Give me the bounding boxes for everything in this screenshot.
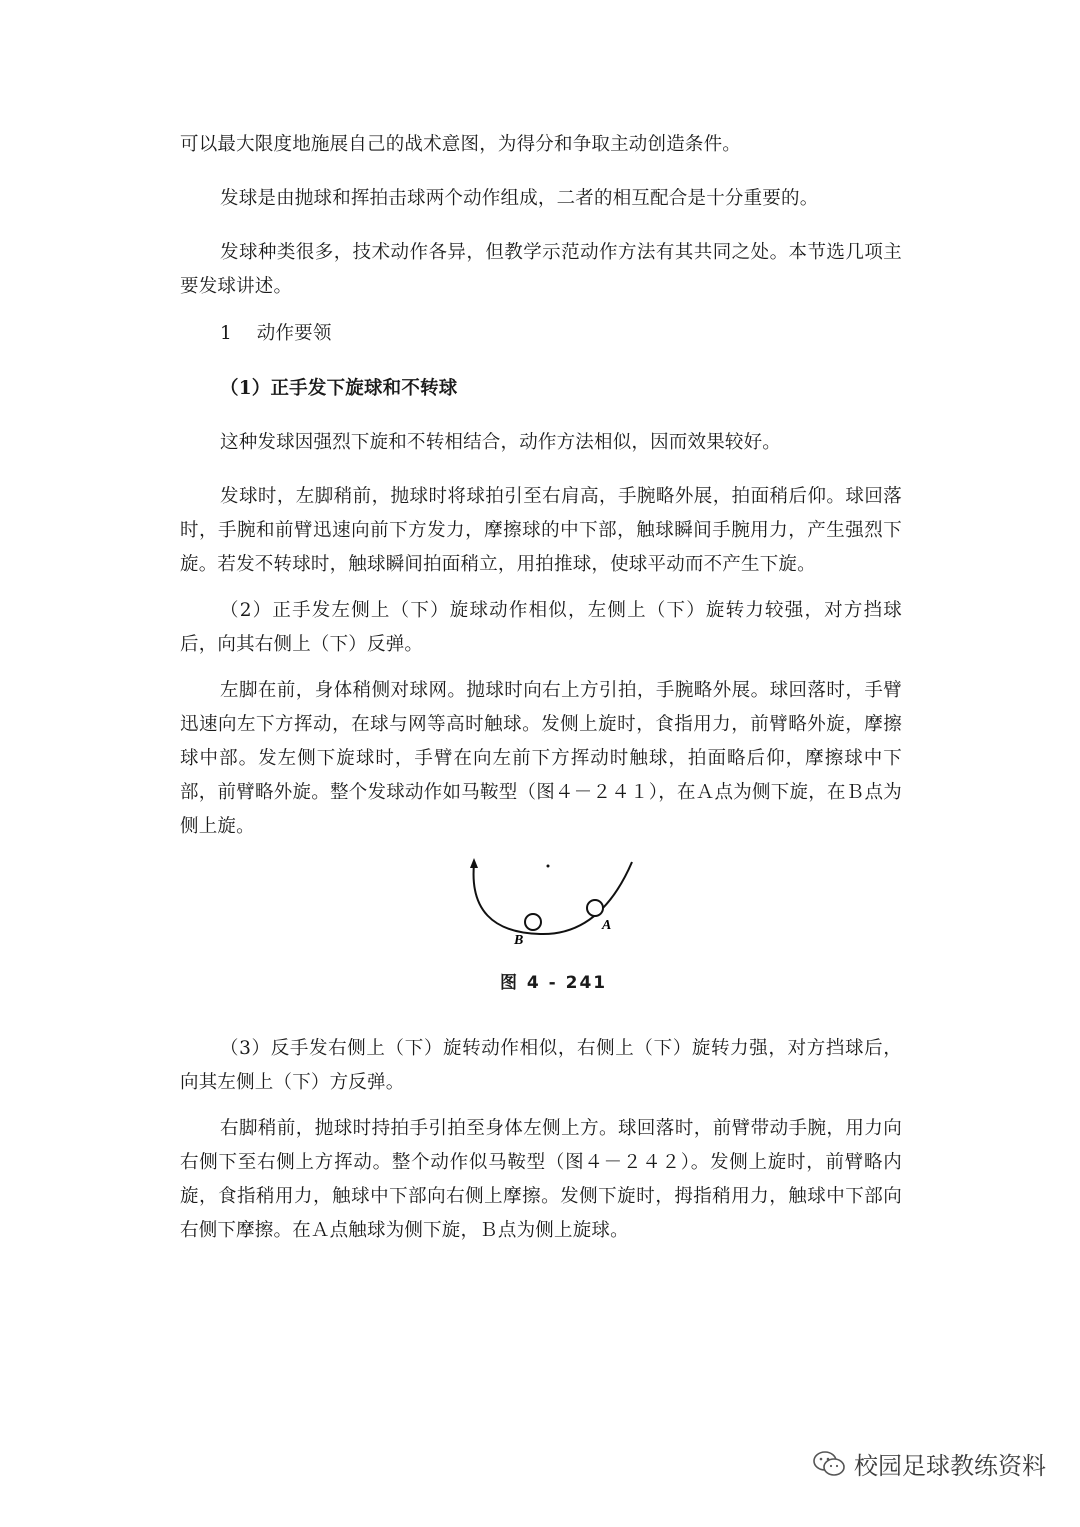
paragraph-serve-types: 发球种类很多，技术动作各异，但教学示范动作方法有其共同之处。本节选几项主要发球讲述。: [180, 242, 902, 297]
wechat-icon: [812, 1450, 846, 1478]
subsection-heading-1: （1）正手发下旋球和不转球: [220, 378, 458, 399]
ball-b: [525, 914, 541, 930]
center-dot: [547, 865, 550, 868]
paragraph-left-sidespin: （2）正手发左侧上（下）旋球动作相似，左侧上（下）旋转力较强，对方挡球后，向其右侧上（下）反弹。: [180, 600, 902, 655]
paragraph-right-sidespin-method: 右脚稍前，抛球时持拍手引拍至身体左侧上方。球回落时，前臂带动手腕，用力向右侧下至右侧上方挥动。整个动作似马鞍型（图４－２４２）。发侧上旋时，前臂略内旋，食指稍用力，触球中下部向右侧上摩擦。发侧下旋时，拇指稍用力，触球中下部向右侧下摩擦。在Ａ点触球为侧下旋，Ｂ点为侧上旋球。: [180, 1118, 902, 1241]
label-b: B: [514, 933, 524, 948]
paragraph-right-sidespin: （3）反手发右侧上（下）旋转动作相似，右侧上（下）旋转力强，对方挡球后，向其左侧上（下）方反弹。: [180, 1038, 902, 1093]
label-a: A: [602, 918, 612, 933]
watermark: [812, 1446, 1046, 1481]
paragraph-backspin-effect: 这种发球因强烈下旋和不转相结合，动作方法相似，因而效果较好。: [220, 432, 782, 453]
section-heading: 1 动作要领: [220, 323, 332, 344]
arc-arrow: [470, 858, 478, 868]
paragraph-backspin-method: 发球时，左脚稍前，抛球时将球拍引至右肩高，手腕略外展，拍面稍后仰。球回落时，手腕和前臂迅速向前下方发力，摩擦球的中下部，触球瞬间手腕用力，产生强烈下旋。若发不转球时，触球瞬间拍面稍立，用拍推球，使球平动而不产生下旋。: [180, 486, 902, 575]
watermark-text: 校园足球教练资料: [854, 1452, 1046, 1480]
ball-a: [587, 900, 603, 916]
paragraph-left-sidespin-method: 左脚在前，身体稍侧对球网。抛球时向右上方引拍，手腕略外展。球回落时，手臂迅速向左下方挥动，在球与网等高时触球。发侧上旋时，食指用力，前臂略外旋，摩擦球中部。发左侧下旋球时，手臂在向左前下方挥动时触球，拍面略后仰，摩擦球中下部，前臂略外旋。整个发球动作如马鞍型（图４－２４１），在Ａ点为侧下旋，在Ｂ点为侧上旋。: [180, 680, 902, 837]
paragraph-serve-composition: 发球是由抛球和挥拍击球两个动作组成，二者的相互配合是十分重要的。: [220, 188, 819, 209]
figure-caption: 图 4 - 241: [500, 973, 608, 993]
paragraph-intro: 可以最大限度地施展自己的战术意图，为得分和争取主动创造条件。: [180, 134, 742, 155]
